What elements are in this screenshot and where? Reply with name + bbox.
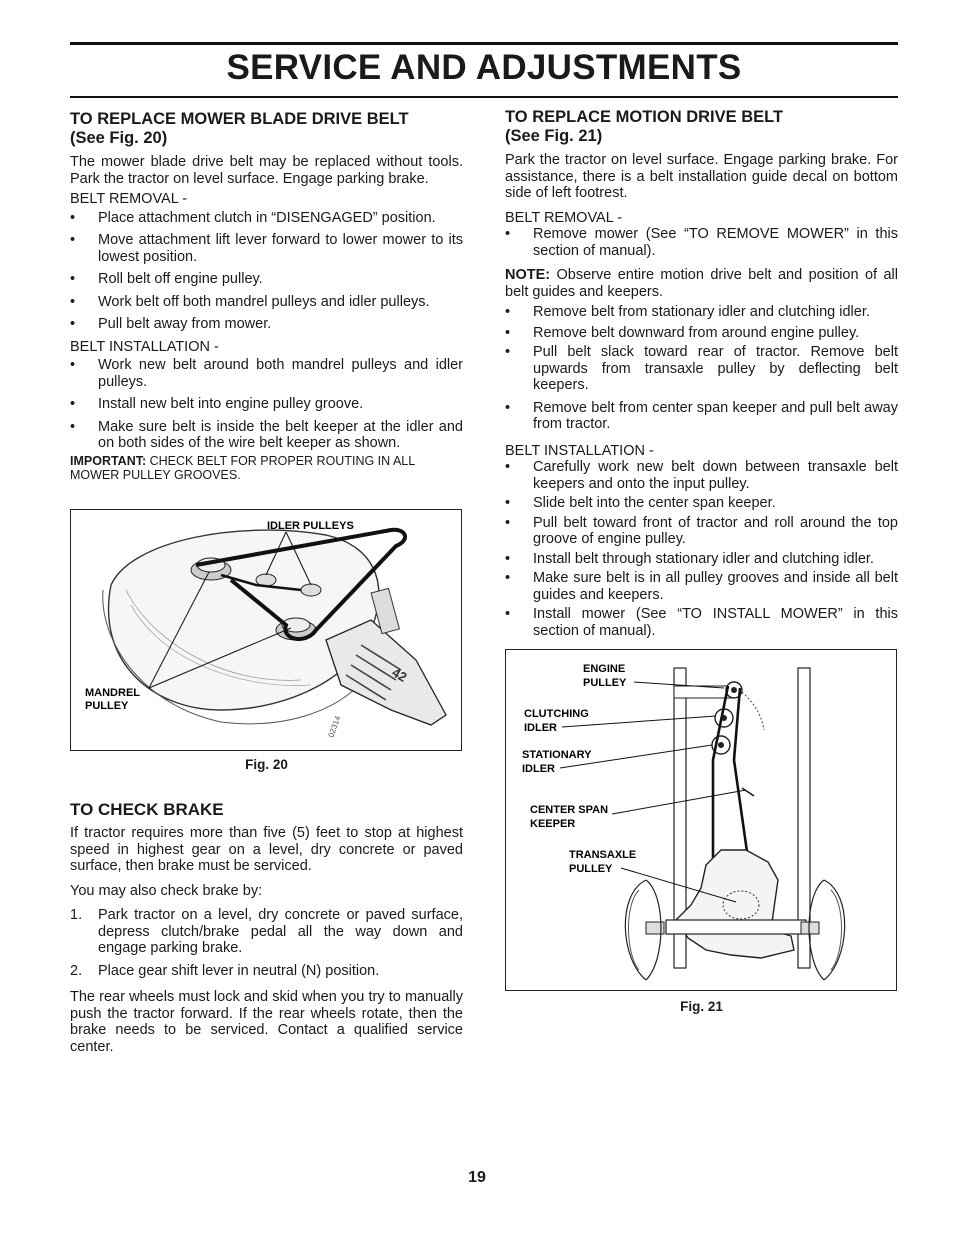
blade-belt-intro: The mower blade drive belt may be replaced without tools. Park the tractor on level surface. Engage parking brake. — [70, 154, 463, 187]
list-item: • Remove belt from stationary idler and clutching idler. — [505, 304, 898, 321]
belt-removal-label: BELT REMOVAL - — [70, 191, 188, 207]
step-text: Place gear shift lever in neutral (N) position. — [98, 962, 380, 979]
important-text: CHECK BELT FOR PROPER ROUTING IN ALL MOWER PULLEY GROOVES. — [70, 453, 415, 482]
brake-para1: If tractor requires more than five (5) feet to stop at highest speed in highest gear on a level, dry concrete or paved surface, then brake must be serviced. — [70, 825, 463, 874]
clutching-idler-label-2: IDLER — [524, 722, 557, 734]
page-title: SERVICE AND ADJUSTMENTS — [226, 48, 742, 87]
clutching-idler-label-1: CLUTCHING — [524, 708, 589, 720]
brake-para2: You may also check brake by: — [70, 882, 263, 899]
step-number: 2. — [70, 962, 83, 979]
list-item: • Install mower (See “TO INSTALL MOWER” in this section of manual). — [505, 606, 898, 639]
blade-removal-list — [70, 210, 463, 333]
brake-heading: TO CHECK BRAKE — [70, 800, 224, 819]
list-item — [70, 963, 463, 980]
center-span-label-2: KEEPER — [530, 818, 576, 830]
motion-removal-list-2 — [505, 304, 898, 433]
motion-install-list — [505, 459, 898, 639]
important-note — [70, 454, 463, 483]
list-item: • Work belt off both mandrel pulleys and idler pulleys. — [70, 294, 463, 311]
title-underline — [70, 96, 898, 98]
list-item: • Remove belt downward from around engine pulley. — [505, 325, 898, 342]
motion-belt-section — [505, 108, 898, 639]
motion-belt-heading-line1: TO REPLACE MOTION DRIVE BELT — [505, 108, 784, 126]
step-text: Park tractor on a level, dry concrete or paved surface, depress clutch/brake pedal all the way down and engage parking brake. — [98, 907, 463, 956]
list-item: • Make sure belt is in all pulley grooves and inside all belt guides and keepers. — [505, 570, 898, 603]
left-column — [70, 110, 463, 1059]
fig21-frame — [505, 649, 897, 991]
belt-installation-label: BELT INSTALLATION - — [70, 338, 219, 355]
top-rule — [70, 42, 898, 45]
list-item: • Work new belt around both mandrel pulleys and idler pulleys. — [70, 357, 463, 390]
step-number: 1. — [70, 907, 83, 923]
blade-belt-heading-line1: TO REPLACE MOWER BLADE DRIVE BELT — [70, 110, 409, 128]
brake-para3: The rear wheels must lock and skid when you try to manually push the tractor forward. If the rear wheels rotate, then the brake needs to be serviced. Contact a qualified service center. — [70, 989, 463, 1055]
stationary-idler-label-2: IDLER — [522, 763, 555, 775]
motion-install-label: BELT INSTALLATION - — [505, 442, 654, 459]
fig20-part-code: 02314 — [326, 714, 343, 739]
list-item: • Pull belt slack toward rear of tractor. Remove belt upwards from transaxle pulley by deflecting belt keepers. — [505, 344, 898, 394]
list-item: • Make sure belt is inside the belt keeper at the idler and on both sides of the wire belt keeper as shown. — [70, 419, 463, 452]
engine-pulley-label-1: ENGINE — [583, 663, 626, 675]
note-label: NOTE: — [505, 267, 551, 283]
center-span-label-1: CENTER SPAN — [530, 804, 609, 816]
motion-belt-heading-line2: (See Fig. 21) — [505, 127, 603, 145]
transaxle-label-2: PULLEY — [569, 863, 613, 875]
blade-belt-heading — [70, 110, 463, 148]
blade-install-list — [70, 357, 463, 452]
motion-belt-diagram — [506, 650, 896, 990]
list-item: • Install new belt into engine pulley groove. — [70, 396, 463, 413]
list-item: • Carefully work new belt down between transaxle belt keepers and onto the input pulley. — [505, 459, 898, 492]
list-item: • Remove mower (See “TO REMOVE MOWER” in this section of manual). — [505, 226, 898, 259]
transaxle-housing — [676, 850, 794, 958]
note-text: Observe entire motion drive belt and position of all belt guides and keepers. — [505, 267, 898, 300]
brake-steps — [70, 907, 463, 979]
brake-section — [70, 800, 463, 1055]
fig20-frame — [70, 509, 462, 751]
blade-belt-heading-line2: (See Fig. 20) — [70, 129, 168, 147]
mandrel-label-line1: MANDREL — [85, 686, 140, 699]
motion-belt-heading — [505, 108, 898, 146]
idler-pulleys-label: IDLER PULLEYS — [267, 519, 354, 532]
important-label: IMPORTANT: — [70, 453, 147, 468]
list-item — [70, 907, 463, 957]
blade-belt-section — [70, 110, 463, 483]
mower-deck-illustration — [71, 510, 461, 750]
list-item: • Pull belt toward front of tractor and roll around the top groove of engine pulley. — [505, 515, 898, 548]
right-column — [505, 108, 898, 1016]
engine-pulley-label-2: PULLEY — [583, 677, 627, 689]
transaxle-label-1: TRANSAXLE — [569, 849, 637, 861]
fig21-caption: Fig. 21 — [680, 999, 723, 1014]
mandrel-label-line2: PULLEY — [85, 699, 129, 712]
stationary-idler-label-1: STATIONARY — [522, 749, 592, 761]
page-number: 19 — [468, 1169, 486, 1186]
motion-belt-intro: Park the tractor on level surface. Engage parking brake. For assistance, there is a belt installation guide decal on bottom side of left footrest. — [505, 152, 898, 201]
list-item: • Slide belt into the center span keeper. — [505, 495, 898, 512]
list-item: • Pull belt away from mower. — [70, 316, 463, 333]
list-item: • Remove belt from center span keeper and pull belt away from tractor. — [505, 400, 898, 433]
motion-removal-list — [505, 226, 898, 259]
list-item: • Install belt through stationary idler and clutching idler. — [505, 551, 898, 568]
motion-note — [505, 267, 898, 300]
list-item: • Place attachment clutch in “DISENGAGED” position. — [70, 210, 463, 227]
fig20-caption: Fig. 20 — [245, 756, 288, 772]
list-item: • Move attachment lift lever forward to lower mower to its lowest position. — [70, 232, 463, 265]
motion-removal-label: BELT REMOVAL - — [505, 209, 623, 226]
center-span-keeper — [742, 788, 754, 796]
deck-badge: 42 — [389, 664, 410, 685]
list-item: • Roll belt off engine pulley. — [70, 271, 463, 288]
